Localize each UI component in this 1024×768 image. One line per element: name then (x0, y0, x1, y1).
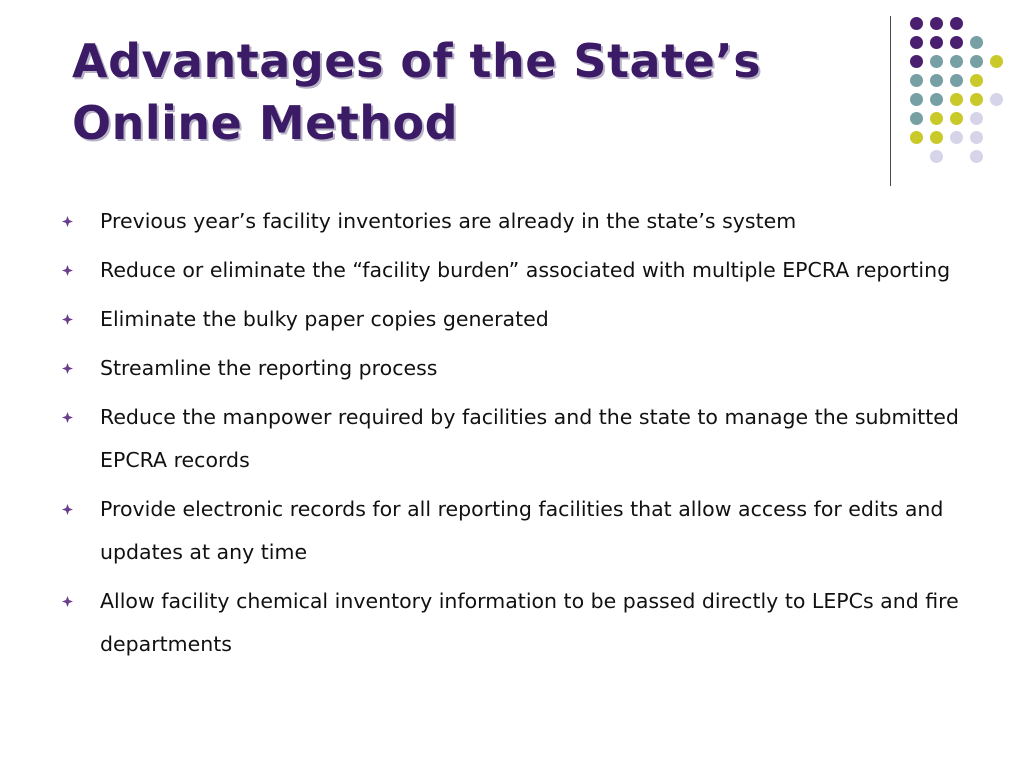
diamond-bullet-icon (62, 580, 76, 623)
decorative-dot (910, 93, 923, 106)
decorative-dot (910, 74, 923, 87)
decorative-dot (930, 150, 943, 163)
diamond-bullet-icon (62, 396, 76, 439)
bullet-text: Allow facility chemical inventory information to be passed directly to LEPCs and fire departments (100, 589, 959, 656)
decorative-dot (950, 112, 963, 125)
decorative-dot (930, 131, 943, 144)
decorative-dot (950, 93, 963, 106)
bullet-item (62, 200, 962, 243)
decorative-dot (930, 112, 943, 125)
bullet-item (62, 347, 962, 390)
diamond-bullet-icon (62, 488, 76, 531)
decorative-dot (970, 55, 983, 68)
bullet-text: Streamline the reporting process (100, 356, 438, 380)
decorative-dot (970, 93, 983, 106)
diamond-bullet-icon (62, 298, 76, 341)
decorative-dot (970, 150, 983, 163)
bullet-text: Previous year’s facility inventories are already in the state’s system (100, 209, 797, 233)
decorative-dot (910, 55, 923, 68)
decorative-dot (970, 112, 983, 125)
decorative-dot (950, 131, 963, 144)
slide-title-line-2: Online Method (72, 96, 459, 150)
bullet-text: Reduce or eliminate the “facility burden” associated with multiple EPCRA reporting (100, 258, 951, 282)
bullet-item (62, 396, 962, 482)
decorative-dot (950, 74, 963, 87)
diamond-bullet-icon (62, 200, 76, 243)
decorative-dot (910, 17, 923, 30)
decorative-dot (950, 36, 963, 49)
decorative-dot (930, 55, 943, 68)
decorative-dot (990, 55, 1003, 68)
slide-title (72, 30, 862, 154)
decorative-dot (970, 131, 983, 144)
decorative-dot (930, 17, 943, 30)
bullet-text: Provide electronic records for all reporting facilities that allow access for edits and updates at any time (100, 497, 944, 564)
decorative-dot (970, 74, 983, 87)
bullet-list (62, 200, 962, 672)
diamond-bullet-icon (62, 249, 76, 292)
decorative-dot (950, 17, 963, 30)
diamond-bullet-icon (62, 347, 76, 390)
decorative-dot (930, 93, 943, 106)
decorative-dot (930, 74, 943, 87)
decorative-dot (970, 36, 983, 49)
bullet-item (62, 249, 962, 292)
decorative-dot (930, 36, 943, 49)
bullet-item (62, 298, 962, 341)
decorative-dot (990, 93, 1003, 106)
title-divider-line (890, 16, 891, 186)
decorative-dot (910, 112, 923, 125)
decorative-dot (910, 36, 923, 49)
decorative-dot (910, 131, 923, 144)
bullet-text: Reduce the manpower required by facilities and the state to manage the submitted EPCRA records (100, 405, 959, 472)
decorative-dot (950, 55, 963, 68)
bullet-item (62, 488, 962, 574)
bullet-item (62, 580, 962, 666)
slide-title-line-1: Advantages of the State’s (72, 34, 762, 88)
bullet-text: Eliminate the bulky paper copies generated (100, 307, 549, 331)
